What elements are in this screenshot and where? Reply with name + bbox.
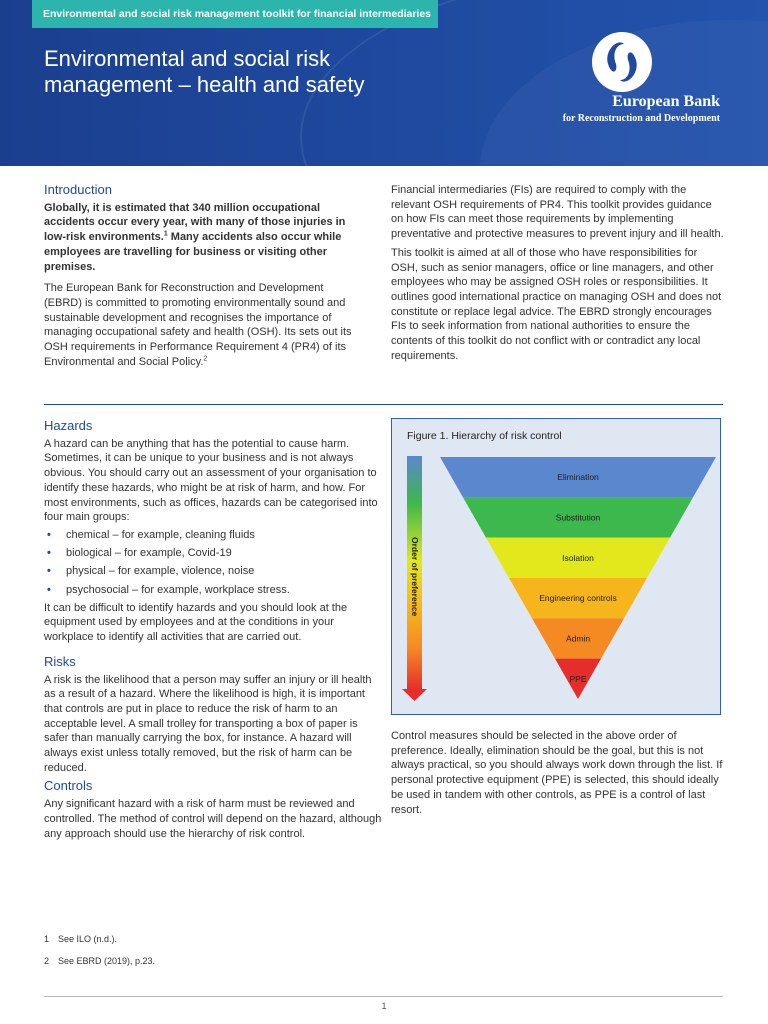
preference-arrow [402,456,427,701]
bank-name: European Bank [612,93,720,110]
list-item [44,528,382,543]
list-item [44,564,382,579]
intro-lead-text: Globally, it is estimated that 340 million occupational accidents occur every year, with many of those injuries in low-risk environments. [44,201,346,244]
intro-para-text: The European Bank for Reconstruction and Development (EBRD) is committed to promoting environmentally sound and sustainable development and recognises the importance of managing occupational safety and health (OSH). Its sets out its OSH requirements in Performance Requirement 4 (PR4) of its Environmental and Social Policy. [44,282,352,368]
list-item-text: psychosocial – for example, workplace stress. [66,583,290,596]
footnote-ref-2[interactable]: 2 [203,355,208,363]
list-item-text: biological – for example, Covid-19 [66,547,232,560]
page-rule [44,996,723,997]
page-number: 1 [381,1001,387,1011]
page-title: Environmental and social risk management – health and safety [44,46,365,97]
footnote-2 [44,956,155,966]
footnotes [44,934,155,978]
list-item [44,546,382,561]
intro-lead-tail: Many accidents also occur while employees are travelling for business or visiting other premises. [44,231,342,273]
footnote-number: 2 [44,956,50,966]
footnote-text: See ILO (n.d.). [58,934,118,944]
hierarchy-diagram [392,419,722,716]
intro-heading: Introduction [44,182,112,197]
bank-subtitle: for Reconstruction and Development [562,113,720,124]
list-item-text: chemical – for example, cleaning fluids [66,528,255,541]
pyramid-label: Admin [565,633,591,644]
pyramid-label: PPE [569,673,587,684]
bullet-icon: • [47,547,51,560]
pyramid-label: Engineering controls [539,593,617,604]
bullet-icon: • [47,528,51,541]
intro-right-para-2: This toolkit is aimed at all of those who have responsibilities for OSH, such as senior managers, office or line managers, and other employees who may be assigned OSH roles or responsibilities. It outlines good international practice on managing OSH and does not constitute or replace legal advice. The EBRD strongly encourages FIs to seek information from national authorities to ensure the contents of this toolkit do not conflict with or contradict any local requirements. [391,246,722,362]
footnote-1 [44,934,155,944]
pyramid-label: Elimination [557,472,599,483]
arrow-label: Order of preference [410,537,420,617]
hazards-para-2: It can be difficult to identify hazards and you should look at the equipment used by employees and at the conditions in your workplace to identify all activities that are carried out. [44,601,348,644]
hazards-heading: Hazards [44,418,93,433]
list-item [44,583,382,598]
footnote-text: See EBRD (2019), p.23. [58,956,156,966]
footnote-ref-1[interactable]: 1 [163,230,168,238]
hierarchy-figure [391,418,721,715]
intro-section [44,183,362,369]
footnote-number: 1 [44,934,50,944]
intro-right-column [391,183,726,363]
bullet-icon: • [47,565,51,578]
controls-heading: Controls [44,778,93,794]
hazard-groups-list [44,528,382,597]
ebrd-logo-icon [590,30,654,94]
intro-right-para-1: Financial intermediaries (FIs) are required to comply with the relevant OSH requirements of PR4. This toolkit provides guidance on how FIs can meet those requirements by implementing preventative and protective measures to prevent injury and ill health. [391,184,724,241]
pyramid-label: Isolation [562,552,594,563]
left-body-column [44,419,382,841]
hierarchy-pyramid [440,457,716,699]
figure-title: Figure 1. Hierarchy of risk control [407,430,562,442]
list-item-text: physical – for example, violence, noise [66,565,255,578]
toolkit-label: Environmental and social risk management toolkit for financial intermediaries [32,0,438,28]
pyramid-label: Substitution [555,512,601,523]
figure-caption: Control measures should be selected in the above order of preference. Ideally, elimination should be the goal, but this is not always practical, so you should always work down through the list. If personal protective equipment (PPE) is selected, this should ideally be used in tandem with other controls, as PPE is a control of last resort. [391,730,723,816]
intro-lead [44,201,362,275]
page-header [0,0,768,166]
bullet-icon: • [47,583,51,596]
hazards-para-1: A hazard can be anything that has the potential to cause harm. Sometimes, it can be unique to your business and is not always obvious. You should carry out an assessment of your organisation to identify these hazards, who might be at risk of harm, and how. For most environments, such as offices, hazards can be categorised into four main groups: [44,437,378,524]
risks-heading: Risks [44,653,76,669]
risks-para: A risk is the likelihood that a person may suffer an injury or ill health as a result of a hazard. Where the likelihood is high, it is important that controls are put in place to reduce the risk of harm to an acceptable level. A small trolley for transporting a box of paper is safer than manually carrying the box, for instance. A hazard will always exist unless totally removed, but the risk of harm can be reduced. [44,673,372,774]
controls-para: Any significant hazard with a risk of harm must be reviewed and controlled. The method of control will depend on the hazard, although any approach should use the hierarchy of risk control. [44,798,382,840]
section-divider [44,404,723,405]
intro-para [44,281,362,369]
